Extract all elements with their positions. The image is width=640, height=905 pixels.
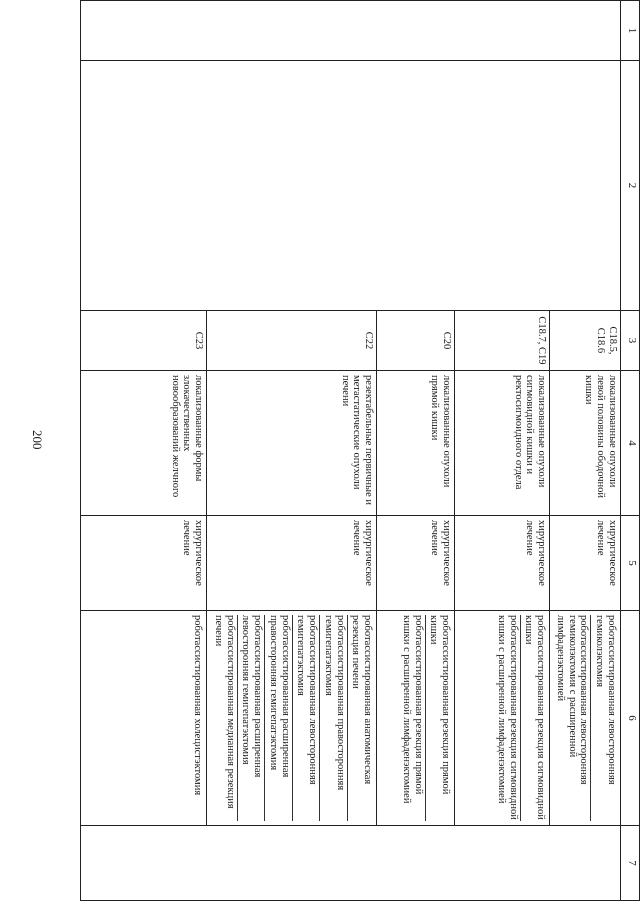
diagnosis: локализованные опухоли сигмовидной кишки и ректосигмоидного отдела	[455, 371, 550, 516]
procedure-item: роботассистированная левосторонняя гемигепатэктомия	[292, 615, 320, 821]
table-row	[550, 1, 621, 901]
diagnosis: локализованные опухоли левой половины ободочной кишки	[550, 371, 621, 516]
page-number: 200	[30, 430, 45, 450]
procedures-cell	[207, 611, 377, 826]
procedure-item: роботассистированная анатомическая резекция печени	[347, 615, 375, 821]
procedure-item: роботассистированная резекция прямой кишки	[425, 615, 453, 821]
icd-code: C20	[377, 311, 455, 371]
procedures-cell	[550, 611, 621, 826]
treatment-type: хирургическое лечение	[207, 516, 377, 611]
column-number: 3	[621, 311, 640, 371]
column-number: 2	[621, 61, 640, 311]
column-number: 5	[621, 516, 640, 611]
icd-code: C23	[81, 311, 207, 371]
treatment-type: хирургическое лечение	[455, 516, 550, 611]
procedure-item: роботассистированная резекция сигмовидной кишки с расширенной лимфаденэктомией	[496, 615, 519, 820]
treatment-type: хирургическое лечение	[550, 516, 621, 611]
icd-code: C18.7, C19	[455, 311, 550, 371]
procedure-item: роботассистированная резекция сигмовидной кишки	[520, 615, 548, 821]
procedures-cell	[377, 611, 455, 826]
column-number: 7	[621, 826, 640, 901]
icd-code: C18.5, C18.6	[550, 311, 621, 371]
procedures-cell	[455, 611, 550, 826]
group-number-cell	[81, 1, 621, 61]
column-number-row	[621, 1, 640, 901]
column-number: 6	[621, 611, 640, 826]
procedure-item: роботассистированная левосторонняя гемиколэктомия	[591, 615, 619, 821]
procedure-item: роботассистированная левосторонняя гемиколэктомия с расширенной лимфаденэктомией	[555, 615, 590, 785]
cost-cell	[81, 826, 621, 901]
service-name-cell	[81, 61, 621, 311]
diagnosis: локализованные формы злокачественных новообразований желчного	[81, 371, 207, 516]
icd-code: C22	[207, 311, 377, 371]
procedures-table	[80, 0, 640, 901]
diagnosis: резектабельные первичные и метастатические опухоли печени	[207, 371, 377, 516]
procedure-item: роботассистированная расширенная левосторонняя гемигепатэктомия	[237, 615, 265, 821]
diagnosis: локализованные опухоли прямой кишки	[377, 371, 455, 516]
procedure-item: роботассистированная правосторонняя гемигепатэктомия	[319, 615, 347, 821]
procedure-item: роботассистированная резекция прямой кишки с расширенной лимфаденэктомией	[401, 615, 424, 804]
treatment-type: хирургическое лечение	[81, 516, 207, 611]
column-number: 4	[621, 371, 640, 516]
treatment-type: хирургическое лечение	[377, 516, 455, 611]
procedure-item: роботассистированная медианная резекция печени	[213, 615, 236, 809]
procedure-item: роботассистированная холецистэктомия	[192, 615, 204, 796]
column-number: 1	[621, 1, 640, 61]
procedure-item: роботассистированная расширенная правосторонняя гемигепатэктомия	[264, 615, 292, 821]
procedures-cell	[81, 611, 207, 826]
